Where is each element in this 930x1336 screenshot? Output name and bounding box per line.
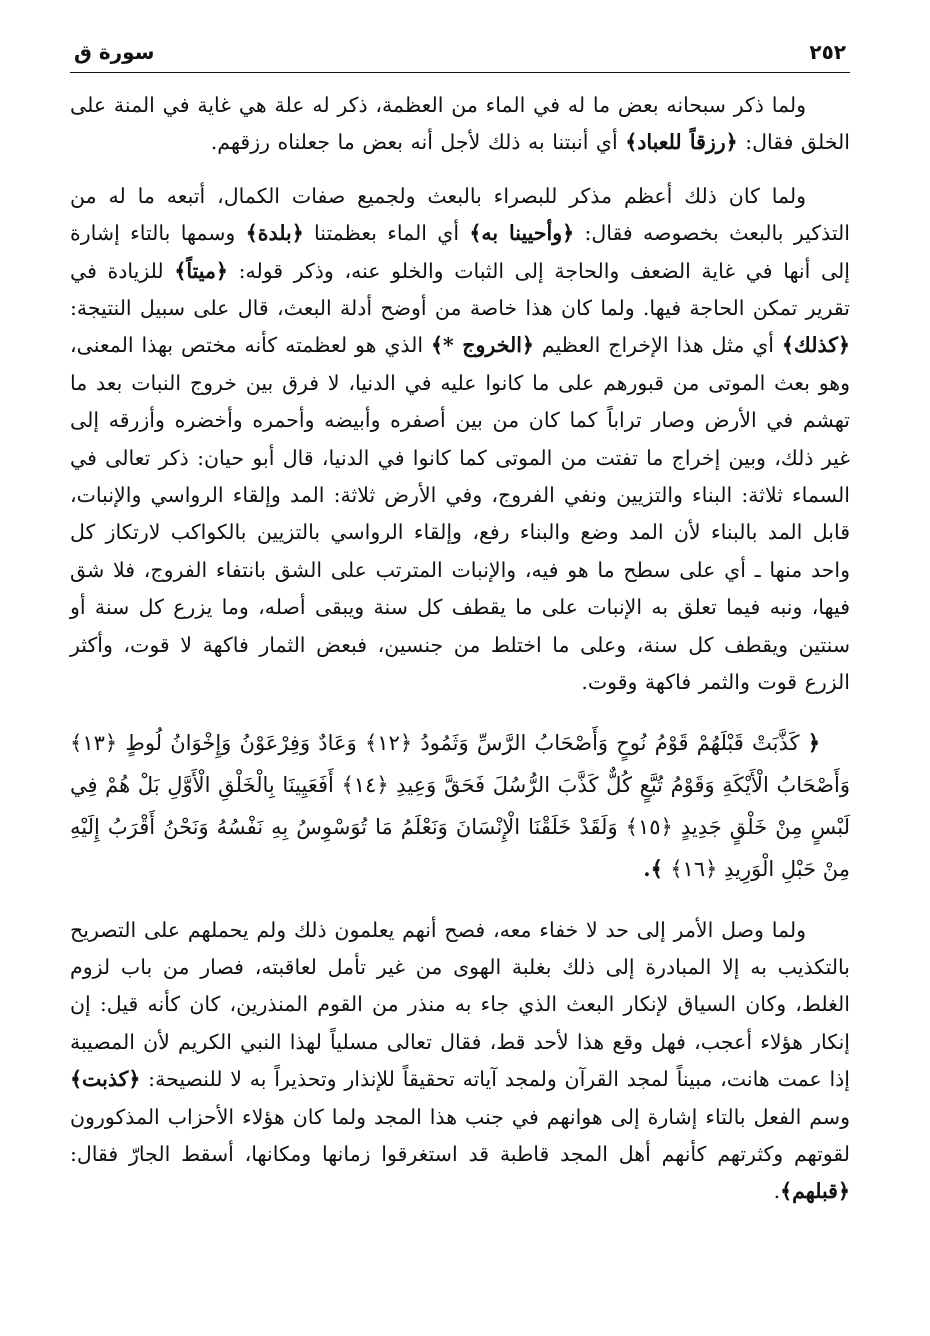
text-run: .	[773, 1179, 781, 1204]
paragraph-1	[70, 87, 850, 162]
quote-baldah: ﴿بلدة﴾	[245, 221, 304, 246]
text-run: الذي هو لعظمته كأنه مختص بهذا المعنى، وهو بعث الموتى من قبورهم على ما كانوا عليه في الدنيا، لا فرق بين خروج النبات بعد ما تهشم في الأرض وصار تراباً كما كان من بين أصفره وأبيضه وأحمره وأخضره وأزرقه إلى غير ذلك، وبين إخراج ما تفتت من الموتى كما كانوا في الدنيا، قال أبو حيان: ذكر تعالى في السماء ثلاثة: البناء والتزيين ونفي الفروج، وفي الأرض ثلاثة: المد وإلقاء الرواسي والإنبات، قابل المد بالبناء لأن المد وضع والبناء رفع، وإلقاء الرواسي بالتزيين بالكواكب لارتكاز كل واحد منها ـ أي على سطح ما هو فيه، والإنبات المترتب على الشق بانتفاء الفروج، فلا شق فيها، ونبه فيما تعلق به الإنبات على ما يقطف كل سنة ويبقى أصله، وما يزرع كل سنة أو سنتين ويقطف كل سنة، وعلى ما اختلط من جنسين، فبعض الثمار فاكهة لا قوت، وأكثر الزرع قوت والثمر فاكهة وقوت.	[70, 333, 850, 695]
text-run: وسمها بالتاء إشارة إلى أنها في غاية الضعف والحاجة إلى الثبات والخلو عنه، وذكر قوله:	[70, 221, 850, 283]
text-run: وسم الفعل بالتاء إشارة إلى هوانهم في جنب هذا المجد ولما كان هؤلاء الأحزاب المذكورون لقوتهم وكثرتهم كأنهم أهل المجد قاطبة قد استغرقوا زمانها ومكانها، أسقط الجارّ فقال:	[70, 1104, 850, 1166]
verse-text: وَعَادٌ وَفِرْعَوْنُ وَإِخْوَانُ لُوطٍ	[117, 730, 365, 755]
quote-qablahum: ﴿قبلهم﴾	[780, 1179, 850, 1204]
surah-title: سورة ق	[74, 40, 155, 64]
text-run: أي مثل هذا الإخراج العظيم	[533, 333, 782, 358]
verse-number: ﴿١٢﴾	[364, 730, 413, 755]
quote-rizqan: ﴿رزقاً للعباد﴾	[625, 130, 738, 155]
text-run: ولما كان ذلك أعظم مذكر للبصراء بالبعث ولجميع صفات الكمال، أتبعه ما له من التذكير بالبعث بخصوصه فقال:	[70, 183, 850, 246]
page-header	[70, 36, 850, 73]
book-page	[70, 36, 850, 1306]
text-run: أي أنبتنا به ذلك لأجل أنه بعض ما جعلناه رزقهم.	[210, 130, 626, 155]
text-run: أي الماء بعظمتنا	[303, 221, 470, 246]
verse-number: ﴿١٥﴾	[625, 814, 673, 839]
quote-kadhdhabat: ﴿كذبت﴾	[70, 1067, 141, 1092]
paragraph-3	[70, 912, 850, 1211]
paragraph-2	[70, 178, 850, 702]
text-run: للزيادة في تقرير تمكن الحاجة فيها. ولما كان هذا خاصة من أوضح أدلة البعث، قال على سبيل النتيجة:	[70, 258, 850, 321]
quote-ahyayna: ﴿وأحيينا به﴾	[469, 221, 575, 246]
quran-verses-block	[70, 722, 850, 890]
verse-number: ﴿١٦﴾	[670, 856, 718, 881]
text-run: ولما ذكر سبحانه بعض ما له في الماء من العظمة، ذكر له علة هي غاية في المنة على الخلق فقال:	[70, 93, 850, 155]
text-run: ولما وصل الأمر إلى حد لا خفاء معه، فصح أنهم يعلمون ذلك ولم يحملهم على التصريح بالتكذيب به إلا المبادرة إلى ذلك بغلبة الهوى من غير تأمل لعاقبته، فصار من باب لزوم الغلط، وكان السياق لإنكار البعث الذي جاء به منذر من القوم المنذرين، كان كأنه قيل: إن إنكار هؤلاء أعجب، فهل وقع هذا لأحد قط، فقال تعالى مسلياً لهذا النبي الكريم لأن المصيبة إذا عمت هانت، مبيناً لمجد القرآن ولمجد آياته تحقيقاً للإنذار وتحذيراً به لا للنصيحة:	[70, 917, 850, 1092]
quote-alkhuruj: ﴿الخروج *﴾	[431, 333, 534, 358]
verse-text: وَأَصْحَابُ الْأَيْكَةِ وَقَوْمُ تُبَّعٍ كُلٌّ كَذَّبَ الرُّسُلَ فَحَقَّ وَعِيدِ	[388, 772, 850, 797]
verse-text: كَذَّبَتْ قَبْلَهُمْ قَوْمُ نُوحٍ وَأَصْحَابُ الرَّسِّ وَثَمُودُ	[412, 730, 808, 755]
verse-number: ﴿١٣﴾	[70, 730, 118, 755]
quote-kadhalika: ﴿كذلك﴾	[781, 333, 850, 358]
page-number: ٢٥٢	[809, 40, 846, 64]
verse-text: أَفَعَيِينَا بِالْخَلْقِ الْأَوَّلِ بَلْ هُمْ فِي لَبْسٍ مِنْ خَلْقٍ جَدِيدٍ	[70, 772, 851, 839]
ornate-bracket-close: ﴾.	[643, 855, 671, 881]
ornate-bracket-open: ﴿	[807, 729, 820, 755]
quote-maytan: ﴿ميتاً﴾	[174, 258, 228, 283]
verse-text: وَلَقَدْ خَلَقْنَا الْإِنْسَانَ وَنَعْلَمُ مَا تُوَسْوِسُ بِهِ نَفْسُهُ وَنَحْنُ أَقْرَبُ إِلَيْهِ مِنْ حَبْلِ الْوَرِيدِ	[70, 814, 850, 881]
verse-number: ﴿١٤﴾	[341, 772, 389, 797]
